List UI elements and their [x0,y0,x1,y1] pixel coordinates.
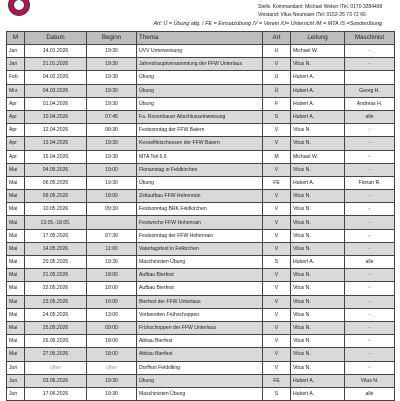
table-row [7,97,395,110]
table-row [7,321,395,334]
cell-type: V [263,269,291,282]
cell-lead: Vitus N. [291,242,345,255]
cell-lead: Hubert A. [291,71,345,84]
cell-type: V [263,58,291,71]
table-row [7,45,395,58]
cell-type: V [263,163,291,176]
cell-type: V [263,137,291,150]
cell-topic: UVV Unterweisung [137,45,263,58]
table-row [7,335,395,348]
cell-date: offen [25,361,87,374]
cell-machinist: - [345,295,395,308]
cell-machinist [345,71,395,84]
cell-machinist: Georg H. [345,84,395,97]
cell-date: 06.05.2026 [25,176,87,189]
cell-lead: Vitus N. [291,124,345,137]
table-row [7,84,395,97]
cell-month: Mai [7,203,25,216]
cell-topic: Florianstag in Feldkirchen [137,163,263,176]
cell-topic: Bierfest der FFW Unterlaus [137,295,263,308]
cell-date: 20.05.2026 [25,256,87,269]
cell-start: 19:30 [87,71,137,84]
cell-month: Jan [7,58,25,71]
cell-topic: Vatertagsfest in Felkirchen [137,242,263,255]
table-row [7,229,395,242]
chairman-line: Vorstand: Vitus Neumaier /Tel. 0152-25 73 72 66 [258,12,366,18]
cell-lead: Hubert A. [291,387,345,400]
header-contacts [258,3,394,19]
cell-machinist: - [345,229,395,242]
cell-start: 19:30 [87,387,137,400]
cell-machinist: alle [345,387,395,400]
cell-lead: Hubert A. [291,374,345,387]
cell-date: 21.01.2026 [25,58,87,71]
cell-type: V [263,229,291,242]
table-row [7,256,395,269]
cell-topic: Übung [137,84,263,97]
cell-type: V [263,242,291,255]
cell-type: S [263,256,291,269]
table-row [7,150,395,163]
cell-lead: Vitus N. [291,58,345,71]
cell-type: F [263,97,291,110]
table-row [7,110,395,123]
cell-lead: Vitus N. [291,308,345,321]
cell-date: 17.06.2026 [25,387,87,400]
cell-lead: Vitus N. [291,163,345,176]
cell-type: V [263,295,291,308]
cell-month: Apr [7,150,25,163]
cell-month: Mai [7,176,25,189]
cell-lead: Michael W. [291,150,345,163]
cell-month: Mai [7,216,25,229]
table-row [7,190,395,203]
col-header-month: M [7,32,25,45]
cell-date: 23.05.2026 [25,295,87,308]
cell-machinist: - [345,335,395,348]
cell-start: 18:00 [87,190,137,203]
cell-topic: Maschinisten Übung [137,256,263,269]
cell-topic: Übung [137,176,263,189]
cell-type: U [263,71,291,84]
table-row [7,124,395,137]
cell-start: offen [87,361,137,374]
cell-type: V [263,361,291,374]
cell-date: 04.05.2026 [25,163,87,176]
cell-start: 18:00 [87,335,137,348]
table-header-row [7,32,395,45]
cell-type: V [263,203,291,216]
cell-machinist: - [345,190,395,203]
cell-start: 19:30 [87,374,137,387]
type-legend: Art: Ü = Übung allg. / FE = Einsatzübung /V = Verein /U= Unterricht /M = MTA /S =Sonderübung [153,21,382,27]
cell-topic: Jahreshauptversammlung der FFW Unterlaus [137,58,263,71]
cell-date: 03.06.2026 [25,374,87,387]
cell-month: Mai [7,335,25,348]
cell-month: Mai [7,190,25,203]
cell-date: 15.04.2026 [25,150,87,163]
cell-machinist: - [345,242,395,255]
cell-machinist: alle [345,110,395,123]
cell-date: 04.03.2026 [25,84,87,97]
cell-date: 26.05.2026 [25,335,87,348]
cell-date: 17.05.2026 [25,229,87,242]
cell-month: Jun [7,361,25,374]
table-row [7,176,395,189]
cell-machinist: - [345,361,395,374]
cell-start: 19:00 [87,163,137,176]
table-row [7,361,395,374]
cell-machinist: Andreas H. [345,97,395,110]
cell-date: 01.04.2026 [25,97,87,110]
table-row [7,374,395,387]
cell-machinist: - [345,282,395,295]
cell-topic: Abbau Bierfest [137,348,263,361]
cell-machinist: - [345,269,395,282]
cell-start: 18:00 [87,269,137,282]
col-header-start: Beginn [87,32,137,45]
cell-topic: Festsonntag der FFW Baiern [137,124,263,137]
cell-lead: Vitus N. [291,269,345,282]
cell-month: Mai [7,282,25,295]
cell-lead: Vitus N. [291,137,345,150]
cell-month: Mai [7,321,25,334]
cell-topic: Aufbau Bierfest [137,269,263,282]
col-header-type: Art [263,32,291,45]
cell-start: 07:30 [87,229,137,242]
cell-machinist: - [345,203,395,216]
cell-date: 12.04.2026 [25,124,87,137]
cell-machinist: - [345,150,395,163]
cell-type: V [263,190,291,203]
cell-type: V [263,124,291,137]
cell-machinist: - [345,308,395,321]
cell-machinist: - [345,348,395,361]
cell-date: 22.05.2026 [25,282,87,295]
table-row [7,71,395,84]
cell-topic: Aufbau Bierfest [137,282,263,295]
cell-date: 21.05.2026 [25,269,87,282]
cell-machinist: - [345,216,395,229]
table-row [7,163,395,176]
cell-date: 10.05.2026 [25,203,87,216]
cell-topic: Maschinisten Übung [137,387,263,400]
table-row [7,269,395,282]
cell-month: Mai [7,295,25,308]
cell-lead: Vitus N. [291,321,345,334]
cell-type: V [263,348,291,361]
cell-machinist: - [345,163,395,176]
cell-month: Mrz [7,84,25,97]
cell-month: Mai [7,242,25,255]
cell-start: 13:00 [87,308,137,321]
cell-month: Feb [7,71,25,84]
cell-type: V [263,321,291,334]
cell-month: Mai [7,163,25,176]
cell-date: 25.05.2026 [25,321,87,334]
table-row [7,242,395,255]
cell-topic: Übung [137,374,263,387]
cell-month: Apr [7,124,25,137]
cell-start: 09:30 [87,203,137,216]
cell-machinist: - [345,58,395,71]
cell-date: 09.05.2026 [25,190,87,203]
cell-topic: Abbau Bierfest [137,335,263,348]
cell-start: 19:30 [87,176,137,189]
cell-lead: Vitus N. [291,282,345,295]
table-row [7,58,395,71]
cell-topic: Frühschoppen der FFW Unterlaus [137,321,263,334]
cell-start: 19:30 [87,97,137,110]
cell-type: V [263,335,291,348]
cell-month: Apr [7,97,25,110]
col-header-topic: Thema [137,32,263,45]
cell-topic: Übung [137,71,263,84]
cell-date: 27.05.2026 [25,348,87,361]
cell-date: 14.05.2026 [25,242,87,255]
table-row [7,203,395,216]
cell-month: Mai [7,256,25,269]
table-row [7,295,395,308]
cell-type: V [263,308,291,321]
table-row [7,308,395,321]
cell-topic: Vorbereiten Frühschoppen [137,308,263,321]
col-header-lead: Leitung [291,32,345,45]
cell-lead: Michael W. [291,45,345,58]
cell-machinist: - [345,137,395,150]
table-row [7,348,395,361]
cell-month: Jun [7,374,25,387]
cell-start: 19:30 [87,58,137,71]
cell-type: V [263,282,291,295]
cell-month: Mai [7,229,25,242]
cell-month: Apr [7,137,25,150]
cell-start: 19:30 [87,84,137,97]
cell-month: Mai [7,269,25,282]
table-row [7,387,395,400]
cell-start: 08:30 [87,124,137,137]
cell-lead: Hubert A. [291,176,345,189]
cell-month: Mai [7,348,25,361]
cell-lead: Hubert A. [291,97,345,110]
cell-type: M [263,150,291,163]
cell-type: Ü [263,84,291,97]
cell-type: FE [263,374,291,387]
table-row [7,282,395,295]
cell-start: 18:00 [87,348,137,361]
cell-lead: Vitus N. [291,335,345,348]
cell-machinist: alle [345,256,395,269]
table-body [7,45,395,401]
cell-date: 13.05.-18.05. [25,216,87,229]
cell-lead: Vitus N. [291,229,345,242]
deputy-commander-line: Stellv. Kommandant: Michael Weber /Tel. 0170 3284499 [258,4,383,10]
cell-date: 24.05.2026 [25,308,87,321]
cell-start: 19:30 [87,137,137,150]
table-row [7,137,395,150]
cell-topic: MTA Teil 5.6 [137,150,263,163]
cell-type: U [263,45,291,58]
cell-lead: Vitus N. [291,295,345,308]
cell-lead: Hubert A. [291,84,345,97]
cell-type: FE [263,176,291,189]
cell-topic: Übung [137,97,263,110]
cell-lead: Vitus N. [291,190,345,203]
cell-topic: Fa. Rosenbauer Abschlusseinweisung [137,110,263,123]
cell-type: S [263,387,291,400]
cell-start: 07:45 [87,110,137,123]
cell-start: 09:00 [87,321,137,334]
cell-date: 14.01.2026 [25,45,87,58]
cell-month: Jun [7,387,25,400]
cell-machinist: - [345,45,395,58]
cell-type: V [263,216,291,229]
cell-start: 11:00 [87,242,137,255]
fire-department-logo [8,0,30,16]
cell-machinist: - [345,321,395,334]
cell-type: S [263,110,291,123]
cell-month: Mai [7,308,25,321]
col-header-machinist: Maschinist [345,32,395,45]
cell-lead: Hubert A. [291,256,345,269]
cell-topic: Festsonntag der FFW Hohenrain [137,229,263,242]
cell-topic: Festwoche FFW Hohenrain [137,216,263,229]
cell-lead: Hubert A. [291,110,345,123]
cell-machinist: Vitus N. [345,374,395,387]
cell-lead: Vitus N. [291,361,345,374]
cell-month: Apr [7,110,25,123]
cell-topic: Festsonntag BRK Feldkirchen [137,203,263,216]
cell-lead: Vitus N. [291,216,345,229]
cell-start: 19:30 [87,45,137,58]
table-row [7,216,395,229]
cell-topic: Zeltaufbau FFW Hohenrain [137,190,263,203]
cell-lead: Vitus N. [291,348,345,361]
cell-topic: Dorffest Feldolling [137,361,263,374]
cell-start: 19:30 [87,256,137,269]
col-header-date: Datum [25,32,87,45]
cell-start [87,216,137,229]
cell-start: 16:00 [87,295,137,308]
cell-start: 18:00 [87,282,137,295]
cell-date: 04.02.2026 [25,71,87,84]
cell-machinist: Florian R. [345,176,395,189]
schedule-table [6,31,395,401]
cell-start: 19:30 [87,150,137,163]
cell-date: 10.04.2026 [25,110,87,123]
cell-month: Jan [7,45,25,58]
cell-topic: Kesselfleischessen der FFW Baiern [137,137,263,150]
cell-date: 13.04.2026 [25,137,87,150]
cell-lead: Vitus N. [291,203,345,216]
cell-machinist: - [345,124,395,137]
